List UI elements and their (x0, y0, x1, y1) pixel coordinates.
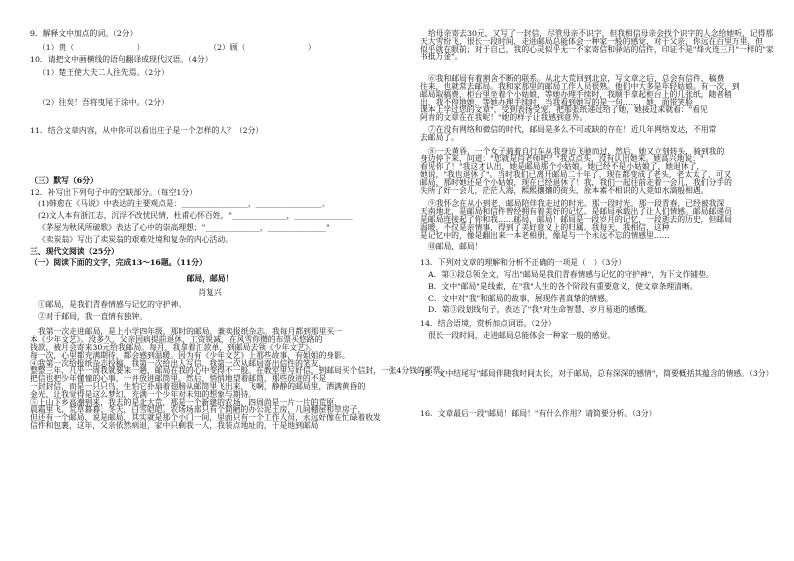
para-8 (420, 148, 776, 195)
para-5-line: 似乎就在眼前；对于自己，我的心灵似乎无一不家寄信和驿站的信件，印证不是"烽火连三月"一样的"家 (420, 44, 774, 54)
para-5-line: 给母亲寄去30元，又写了一封信，尽管母亲不识字，但我相信母亲会找个识字的人念给她听，记得那 (428, 29, 774, 38)
para-6-line: 课本上学过您的文章"，受到表扬受宠，把那张纸递过给了她，她接过来就看："看见 (420, 105, 708, 115)
para-3-line: 信件和包裹，这年，父亲依然病退，家中只剩我一人，我装点地址的，于是地到邮局 (30, 420, 319, 430)
para-3-line: 但还有一个邮局，说是邮局，其实就是那个小门一间，里面只有一个工作人员，永远好像在忙碌着收发 (30, 413, 381, 423)
q12-item-3: 《茅屋为秋风所破歌》表达了心中的崇高理想；"______________，_______________" (38, 222, 330, 232)
q10-sub-b: （2）往矣！吾将曳尾于涂中。（2分） (38, 98, 169, 108)
para-3-line: 把信也把少年懂憧的心事，一并放进邮筒里。然后，悄悄地望着邮筒，那些放进的不是 (30, 374, 327, 384)
para-9-line: 温暖，不仅是亲情事，得到了美好意义上的归属。我每天，我相信，这种 (420, 222, 670, 232)
right-column (420, 29, 776, 418)
para-10: ⑩邮局，邮局！ (428, 242, 483, 252)
para-8-line: ⑧一天黄昏，一个女子骑着自行车从我身边飞驰而过，然后，她又立刻转头，骑到我的 (428, 146, 725, 156)
q13-option-d: D．第③段划线句子，表达了"我"对生命智慧、岁月易逝的感慨。 (428, 305, 652, 315)
section-dictation: （三）默写（6分） (30, 175, 98, 185)
article-author: 肖复兴 (198, 287, 222, 297)
q12-item-1: (1)韩愈在《马说》中表达的主要观点是：_________________，_________________。 (38, 199, 330, 209)
para-5-continued (420, 30, 776, 61)
q13-option-b: B．文中"邮局"是线索，在"我"人生的各个阶段有重要意义，使文章条理清晰。 (428, 281, 698, 291)
q13-stem: 13．下列对文章的理解和分析不正确的一项是（ ）（3分） (420, 258, 626, 268)
para-6-line: ⑥我和邮局有着割舍不断的联系。从北大荒回到北京，写文章之后，总会有信件、稿费 (428, 74, 725, 84)
q16-stem: 16．文章最后一段"邮局！邮局！"有什么作用？请简要分析。（3分） (420, 408, 657, 418)
para-3-line: ⑤上山下乡高潮到来，我去的是北大荒，那是一个新建的农场，四周尚是一片一片的荒原， (30, 397, 342, 407)
para-3 (30, 327, 449, 430)
para-8-line: 身边停下来，问道："您就是肖老师吧？"我点点头，没有认出她来。她高兴地说：" (420, 154, 704, 164)
q12-stem: 12．补写出下列句子中的空缺部分。（每空1分） (30, 187, 197, 197)
q14-quote: 很长一段时间，走进邮局总能体会一种家一般的感觉。 (428, 330, 616, 340)
section-reading-1: （一）阅读下面的文字，完成13～16题。（11分） (30, 258, 207, 268)
para-3-line: 一封封信，而是一只只鸟，生怕它扑扇着翅膀从邮筒里飞出来，飞啊，静静的邮局里，洒满黄昏的 (30, 381, 366, 391)
para-9-line: ⑨我怀念在从小到老，邮局陪伴我走过的时光。那一段时光，那一段青春，已经被我深 (428, 199, 725, 209)
para-9-line: 是邮局连接起了你和我……邮局，邮局！邮局是一段岁月的记忆，一段逝去的历史，但邮局 (420, 214, 732, 224)
para-9-line: 天南地北，是邮局和信件曾经拥有着美好的记忆。是邮局承载出了让人们情感。邮局邮递员 (420, 207, 732, 217)
article-title: 邮局，邮局！ (186, 274, 234, 284)
para-8-line: 她说，"我也退休了"。当时我们已离开邮局二十年了，现在都变成了老头，老太太了，可又 (420, 169, 732, 179)
q12-item-2: (2)文人本有浙江志，沉浮不改忧民情，杜甫心怀百姓，"______________，_______________ (38, 211, 353, 221)
para-7-line: ⑦在没有网络和微信的时代，邮局是多么不可或缺的存在！近几年网络发达，不用常 (428, 124, 717, 134)
para-2: ②对于邮局，我一直情有独钟。 (38, 311, 148, 321)
para-5-line: 天大雪纷飞，很长一段时间，走进邮局总能体会一种家一般的感觉，对于父亲，你远在百里万里，但 (420, 36, 764, 46)
para-6-line: 邮局取稿费，柜台里坐着个小姑娘，等她办理手续时，我顺手拿起柜台上的几张纸，随者稍 (420, 89, 732, 99)
q14-stem: 14．结合语境，赏析加点词语。（2分） (420, 319, 556, 329)
para-8-line: 看见你了！"我这才认出，她是邮局那个小姑娘。她已经不是小姑娘了，她退休了， (420, 162, 705, 172)
q13-option-a: A．第①段总领全文，写出"邮局是我们青春情感与记忆的守护神"，为下文作铺垫。 (428, 269, 714, 279)
q15-stem: 15．文中结尾写"邮局伴随我时间太长，对于邮局，总有深深的感情"，简要概括其蕴含的情感。（3分） (420, 368, 774, 378)
para-9-line: 是记忆中的，像是翻出来一本老相册，像是与一个永远不忘的情感里…… (420, 230, 670, 240)
para-9 (420, 200, 776, 239)
para-3-line: 整整三年，几乎一周我就要来一趟，邮局在我的心中变得不一般。在教室里写好信，到邮局买个信封，一张4分钱的邮票， (30, 366, 449, 376)
para-7 (420, 126, 776, 142)
para-3-line: 钱款，被月会寄来30元给我邮局。每月，我拿着汇款单，到邮局去领《少年文艺》。 (30, 342, 317, 352)
para-3-line: 金光，让我觉得是这么梦幻，充满一个少年对未知的想象与期待。 (30, 389, 257, 399)
q11-stem: 11．结合文章内容，从中你可以看出庄子是一个怎样的人？（2分） (30, 125, 264, 135)
section-modern-reading: 三、现代文阅读（25分） (30, 246, 119, 256)
q12-item-4: 《卖炭翁》写出了卖炭翁的艰难处境和复杂的内心活动。 (38, 234, 233, 244)
para-3-line: 晨霜里飞，荒草暮暮；冬天，白雪皑皑。农场场部只有个简陋的办公泥土房，几间棚屋和草房子， (30, 405, 366, 415)
para-8-line: 失所了好一会儿，茫茫人海，熙熙攘攘的街头，原本素不相识的人竟如水滴般相遇。 (420, 185, 709, 195)
para-6 (420, 75, 776, 122)
para-5-line: 书抵万金"。 (420, 52, 463, 62)
q9-option-b: （2）顾（ ） (209, 42, 316, 52)
para-3-line: ④我第一次给报纸杂志投稿，我第一次给出人写信，我第一次从邮局寄出信件的笔友， (30, 358, 327, 368)
para-3-line: 我第一次走进邮局，是上小学四年级，那时的邮局，兼卖报纸杂志。我每月都到那里买一 (38, 327, 343, 337)
para-6-line: 往来，也就常去邮局。我和家那里的邮局工作人员很熟。他们中大多是年轻姑娘。有一次，到 (420, 81, 740, 91)
para-8-line: 邮局，那时她还是个小姑娘，现在已经退休了！我，我们一起往前走着一会儿，我们分手的 (420, 177, 732, 187)
q9-stem: 9．解释文中加点的词。（2分） (30, 29, 138, 38)
q10-stem: 10．请把文中画横线的语句翻译成现代汉语。（4分） (30, 54, 213, 64)
q13-option-c: C．文中对"我"和邮局的故事，展现作者真挚的情感。 (428, 293, 613, 303)
para-3-line: 本《少年文艺》。没多久，父亲因病提前退休，工资锐减，在风雪你攒的布票买悠路的 (30, 335, 323, 345)
para-3-line: 每一次，心里都充满期待，都会感到温暖。因为有《少年文艺》上那些故事，有姐姐的身影。 (30, 350, 350, 360)
q10-sub-a: （1）楚王使大夫二人往先焉。（2分） (38, 68, 169, 78)
q9-option-a: （1）贵（ ） (38, 42, 145, 52)
para-6-line: 阿肯的文章在在我呢！"她的样子让我感到意外。 (420, 113, 588, 123)
para-7-line: 去邮局了。 (420, 132, 459, 142)
q9-options (30, 44, 390, 52)
para-1: ①邮局，是我们青春情感与记忆的守护神。 (38, 299, 187, 309)
para-6-line: 出，我不停地她，等她办理手续时，当我看到她写的是一句……，她，面带笑脸 (420, 97, 693, 107)
